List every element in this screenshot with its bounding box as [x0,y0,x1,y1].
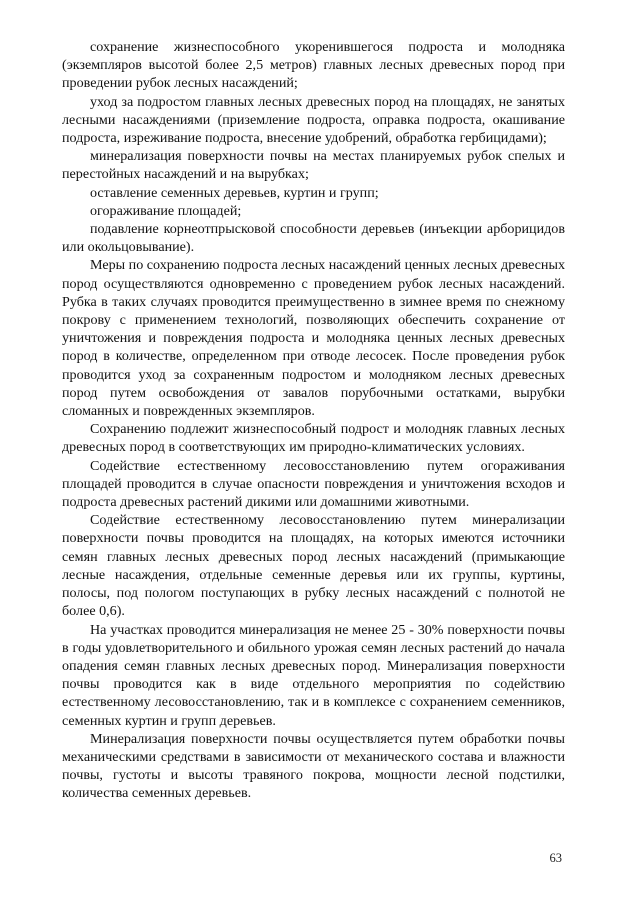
paragraph: огораживание площадей; [90,202,242,219]
paragraph: Меры по сохранению подроста лесных насаждений ценных лесных древесных пород осуществляются одновременно с проведением рубок лесных насаждений. Рубка в таких случаях проводится преимущественно в зимнее время по снежному покрову с применением технологий, позволяющих обеспечить сохранение от уничтожения и повреждения подроста и молодняка ценных лесных древесных пород в количестве, определенном при отводе лесосек. После проведения рубок проводится уход за сохраненным подростом и молодняком лесных древесных пород путем освобождения от завалов порубочными остатками, вырубки сломанных и поврежденных экземпляров. [62,257,565,420]
paragraph: Сохранению подлежит жизнеспособный подрост и молодняк главных лесных древесных пород в соответствующих им природно-климатических условиях. [62,421,565,456]
page-number: 63 [549,851,562,865]
paragraph: Содействие естественному лесовосстановлению путем огораживания площадей проводится в случае опасности повреждения и уничтожения всходов и подроста древесных растений дикими или домашними животными. [62,457,565,511]
paragraph: подавление корнеотпрысковой способности деревьев (инъекции арборицидов или окольцовывание). [62,221,565,256]
paragraph: минерализация поверхности почвы на местах планируемых рубок спелых и перестойных насаждений и на вырубках; [62,148,565,183]
paragraph: оставление семенных деревьев, куртин и групп; [90,184,379,201]
paragraph: уход за подростом главных лесных древесных пород на площадях, не занятых лесными насаждениями (приземление подроста, оправка подроста, окашивание подроста, изреживание подроста, внесение удобрений, обработка гербицидами); [62,93,565,147]
paragraph: Минерализация поверхности почвы осуществляется путем обработки почвы механическими средствами в зависимости от механического состава и влажности почвы, густоты и высоты травяного покрова, мощности лесной подстилки, количества семенных деревьев. [62,730,565,802]
body-text [62,38,565,803]
paragraph: сохранение жизнеспособного укоренившегося подроста и молодняка (экземпляров высотой более 2,5 метров) главных лесных древесных пород при проведении рубок лесных насаждений; [62,39,565,92]
paragraph: На участках проводится минерализация не менее 25 - 30% поверхности почвы в годы удовлетворительного и обильного урожая семян лесных растений до начала опадения семян главных лесных древесных пород. Минерализация поверхности почвы проводится как в виде отдельного мероприятия по содействию естественному лесовосстановлению, так и в комплексе с сохранением семенников, семенных куртин и групп деревьев. [62,621,565,729]
paragraph: Содействие естественному лесовосстановлению путем минерализации поверхности почвы проводится на площадях, на которых имеются источники семян главных лесных древесных пород лесных насаждений (примыкающие лесные насаждения, отдельные семенные деревья или их группы, куртины, полосы, под пологом поступающих в рубку лесных насаждений с полнотой не более 0,6). [62,512,565,620]
